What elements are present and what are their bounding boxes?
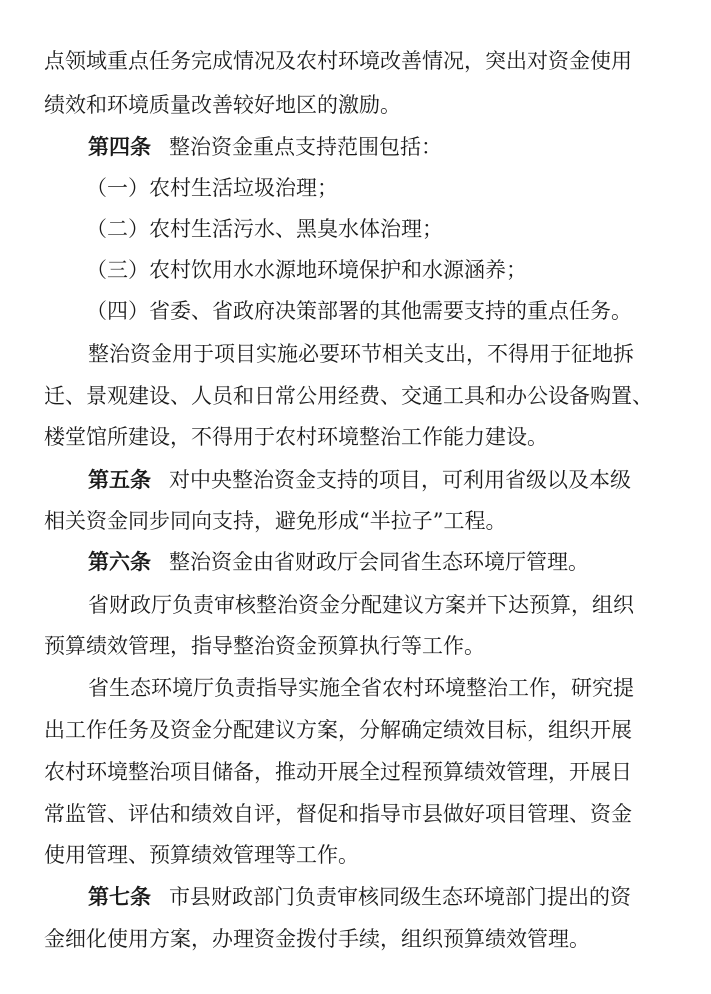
article-heading-line <box>88 465 711 495</box>
text-line <box>88 673 711 703</box>
line-text: 对中央整治资金支持的项目，可利用省级以及本级 <box>169 468 631 492</box>
text-line <box>44 46 711 76</box>
text-line <box>44 90 711 120</box>
article-label: 第五条 <box>88 468 151 492</box>
text-line <box>44 381 711 411</box>
article-heading-line <box>88 132 711 162</box>
text-line <box>44 799 711 829</box>
article-label: 第七条 <box>88 885 151 909</box>
line-text: （四）省委、省政府决策部署的其他需要支持的重点任务。 <box>86 299 632 323</box>
text-line <box>44 715 711 745</box>
list-item <box>86 255 711 285</box>
list-item <box>86 214 711 244</box>
line-text: （三）农村饮用水水源地环境保护和水源涵养； <box>86 258 527 282</box>
article-heading-line <box>88 882 711 912</box>
line-text: 预算绩效管理，指导整治资金预算执行等工作。 <box>44 634 485 658</box>
line-text: 整治资金用于项目实施必要环节相关支出，不得用于征地拆 <box>88 342 634 366</box>
line-text: 楼堂馆所建设，不得用于农村环境整治工作能力建设。 <box>44 425 548 449</box>
line-text: （一）农村生活垃圾治理； <box>86 176 338 200</box>
article-heading-line <box>88 547 711 577</box>
line-text: 点领域重点任务完成情况及农村环境改善情况，突出对资金使用 <box>44 49 632 73</box>
line-text: 绩效和环境质量改善较好地区的激励。 <box>44 93 401 117</box>
text-line <box>44 840 711 870</box>
text-line <box>44 924 711 954</box>
line-text: （二）农村生活污水、黑臭水体治理； <box>86 217 443 241</box>
text-line <box>88 590 711 620</box>
line-text: 省生态环境厅负责指导实施全省农村环境整治工作，研究提 <box>88 676 634 700</box>
line-text: 相关资金同步同向支持，避免形成“半拉子”工程。 <box>44 509 507 533</box>
line-text: 市县财政部门负责审核同级生态环境部门提出的资 <box>169 885 631 909</box>
text-line <box>44 506 711 536</box>
line-text: 金细化使用方案，办理资金拨付手续，组织预算绩效管理。 <box>44 927 590 951</box>
text-line <box>88 339 711 369</box>
line-text: 常监管、评估和绩效自评，督促和指导市县做好项目管理、资金 <box>44 802 632 826</box>
line-text: 迁、景观建设、人员和日常公用经费、交通工具和办公设备购置、 <box>44 384 653 408</box>
article-label: 第六条 <box>88 550 151 574</box>
text-line <box>44 757 711 787</box>
article-label: 第四条 <box>88 135 151 159</box>
line-text: 使用管理、预算绩效管理等工作。 <box>44 843 359 867</box>
text-line <box>44 631 711 661</box>
text-line <box>44 422 711 452</box>
line-text: 省财政厅负责审核整治资金分配建议方案并下达预算，组织 <box>88 593 634 617</box>
line-text: 整治资金重点支持范围包括： <box>169 135 442 159</box>
line-text: 出工作任务及资金分配建议方案，分解确定绩效目标，组织开展 <box>44 718 632 742</box>
line-text: 农村环境整治项目储备，推动开展全过程预算绩效管理，开展日 <box>44 760 632 784</box>
list-item <box>86 296 711 326</box>
list-item <box>86 173 711 203</box>
line-text: 整治资金由省财政厅会同省生态环境厅管理。 <box>169 550 589 574</box>
